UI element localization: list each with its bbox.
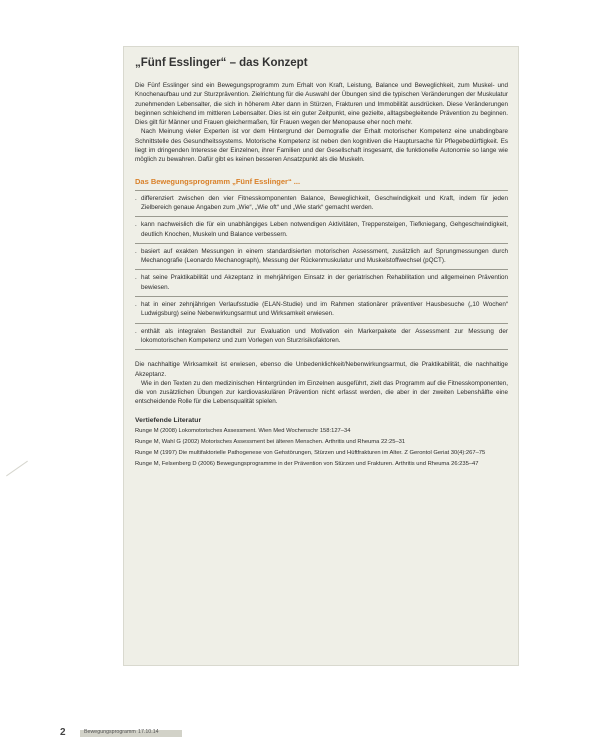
program-item (135, 324, 508, 351)
program-item-text: kann nachweislich die für ein unabhängiges Leben notwendigen Aktivitäten, Treppensteigen, Tiefkniegang, Gehgeschwindigkeit, deutlich Knochen, Muskeln und Balance verbessern. (141, 221, 508, 238)
program-item (135, 297, 508, 324)
bullet-mark: . (135, 221, 137, 229)
program-item-text: differenziert zwischen den vier Fitnesskomponenten Balance, Beweglichkeit, Geschwindigkeit und Kraft, indem für jeden Zielbereich genaue Angaben zum „Wie“, „Wie oft“ und „Wie stark“ gemacht werden. (141, 194, 508, 211)
program-item-text: enthält als integralen Bestandteil zur Evaluation und Motivation ein Markerpakete der Assessment zur Messung der lokomotorischen Kompetenz und zum Vorlegen von Sturzrisikofaktoren. (141, 327, 508, 344)
literature-entry: Runge M, Felsenberg D (2006) Bewegungsprogramme in der Prävention von Stürzen und Frakturen. Arthritis und Rheuma 26:235–47 (135, 460, 479, 467)
footer-publication: Bewegungsprogramm (84, 729, 136, 735)
page-title: „Fünf Esslinger“ – das Konzept (135, 57, 308, 69)
intro-paragraph: Nach Meinung vieler Experten ist vor dem Hintergrund der Demografie der Erhalt motorischer Kompetenz eine unabdingbare Schnittstelle des Gesundheitssystems. Motorische Kompetenz ist neben den kognitiven die Hauptursache für Pflegebedürftigkeit. Es liegt im dringenden Interesse der Einzelnen, ihrer Familien und der Gesellschaft insgesamt, die funktionelle Autonomie so lange wie möglich zu bewahren. Dafür gibt es keinen besseren Ansatzpunkt als die Muskeln. (135, 128, 508, 164)
footer-date: 17.10.14 (138, 729, 159, 735)
bullet-mark: . (135, 301, 137, 309)
literature-entry: Runge M (2008) Lokomotorisches Assessment. Wien Med Wochenschr 158:127–34 (135, 427, 351, 434)
bullet-mark: . (135, 274, 137, 282)
literature-heading: Vertiefende Literatur (135, 416, 202, 424)
bullet-mark: . (135, 327, 137, 335)
program-heading: Das Bewegungsprogramm „Fünf Esslinger“ ... (135, 176, 301, 186)
concept-panel (123, 46, 519, 666)
program-item (135, 191, 508, 218)
bullet-mark: . (135, 247, 137, 255)
program-item (135, 217, 508, 244)
program-item-text: basiert auf exakten Messungen in einem standardisierten motorischen Assessment, zusätzlich auf Sprungmessungen durch Mechanografie (Leonardo Mechanograph), Messung der Rückenmuskulatur und Muskelstoffwechsel (pQCT). (141, 247, 508, 265)
summary (135, 360, 508, 406)
program-item (135, 244, 508, 271)
intro-paragraph: Die Fünf Esslinger sind ein Bewegungsprogramm zum Erhalt von Kraft, Leistung, Balance und Beweglichkeit, zum Muskel- und Knochenaufbau und zur Sturzprävention. Zielrichtung für die Auswahl der Übungen sind die typischen Veränderungen der Muskulatur zunehmenden Lebensalter, die sich in höherem Alter dann in Stürzen, Frakturen und Immobilität ausdrücken. Diese Veränderungen beginnen schleichend im mittleren Lebensalter. Dies ist ein guter Zeitpunkt, eine gezielte, alltagsbegleitende Prävention zu beginnen. Dies gilt für Männer und Frauen gleichermaßen, für Frauen wegen der Menopause eher noch mehr. (135, 82, 508, 127)
bullet-mark: . (135, 194, 137, 202)
page-number: 2 (60, 727, 66, 738)
summary-paragraph: Die nachhaltige Wirksamkeit ist erwiesen, ebenso die Unbedenklichkeit/Nebenwirkungsarmut, die Praktikabilität, die nachhaltige Akzeptanz. (135, 361, 508, 378)
program-item (135, 270, 508, 297)
literature-entry: Runge M (1997) Die multifaktorielle Pathogenese von Gehstörungen, Stürzen und Hüftfrakturen im Alter. Z Gerontol Geriat 30(4):267–75 (135, 449, 486, 456)
program-item-text: hat in einer zehnjährigen Verlaufsstudie (ELAN-Studie) und im Rahmen stationärer präventiver Hausbesuche („10 Wochen“ Ludwigsburg) seine Nebenwirkungsarmut und Wirksamkeit erwiesen. (141, 301, 508, 318)
program-item-text: hat seine Praktikabilität und Akzeptanz in mehrjährigen Einsatz in der geriatrischen Rehabilitation und allgemeinen Prävention bewiesen. (141, 274, 508, 291)
summary-paragraph: Wie in den Texten zu den medizinischen Hintergründen im Einzelnen ausgeführt, zielt das Programm auf die Fitnesskomponenten, die von zusätzlichen Übungen zur kardiovaskulären Prävention nicht erfasst werden, die aber in der zweiten Lebenshälfte eine entscheidende Rolle für die Lebensqualität spielen. (135, 379, 508, 406)
crop-mark (6, 461, 28, 477)
literature-entry: Runge M, Wahl G (2002) Motorisches Assessment bei älteren Menschen. Arthritis und Rheuma 22:25–31 (135, 438, 406, 445)
